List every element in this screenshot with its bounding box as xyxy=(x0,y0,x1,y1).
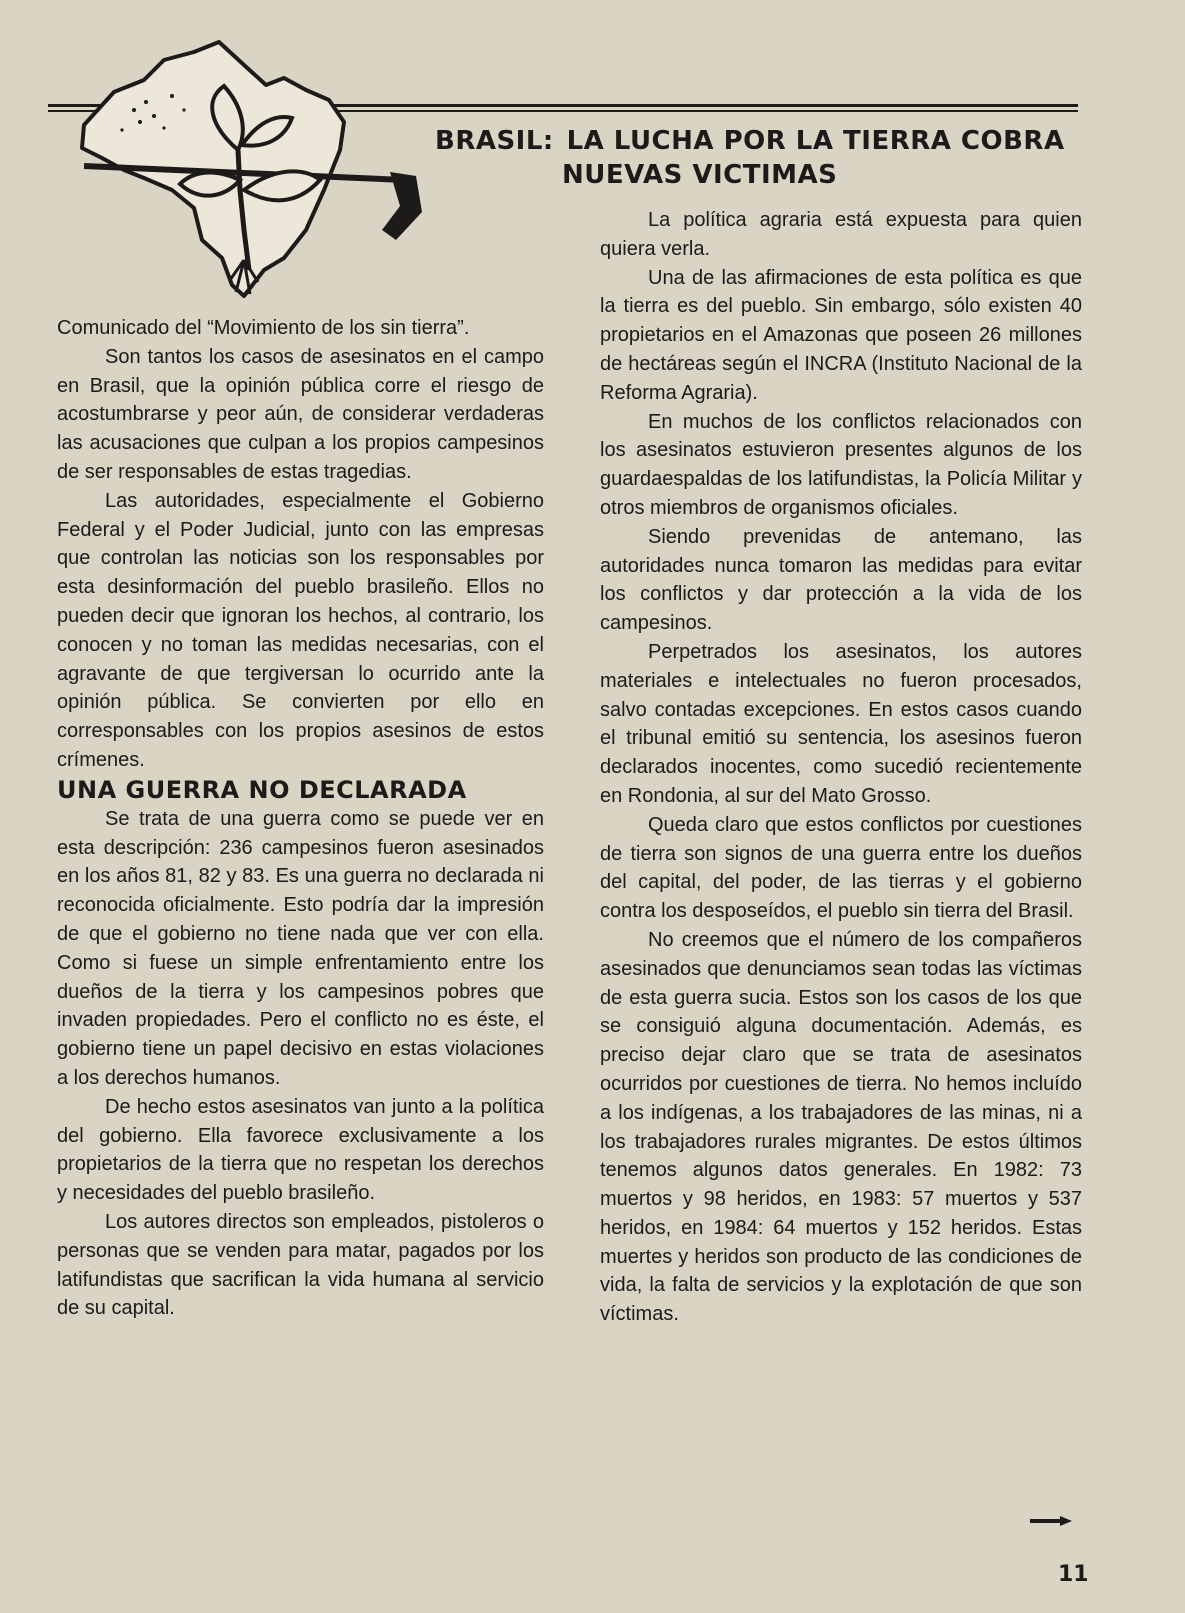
left-column xyxy=(57,314,544,1323)
intro-paragraph: Comunicado del “Movimiento de los sin tierra”. xyxy=(57,317,470,339)
paragraph: De hecho estos asesinatos van junto a la política del gobierno. Ella favorece exclusivamente a los propietarios de la tierra que no respetan los derechos y necesidades del pueblo brasileño. xyxy=(57,1095,544,1205)
paragraph: En muchos de los conflictos relacionados con los asesinatos estuvieron presentes algunos de los guardaespaldas de los latifundistas, la Policía Militar y otros miembros de organismos oficiales. xyxy=(600,410,1082,519)
paragraph: Una de las afirmaciones de esta política es que la tierra es del pueblo. Sin embargo, sólo existen 40 propietarios en el Amazonas que poseen 26 millones de hectáreas según el INCRA (Instituto Nacional de la Reforma Agraria). xyxy=(600,266,1082,404)
paragraph: Se trata de una guerra como se puede ver en esta descripción: 236 campesinos fueron asesinados en los años 81, 82 y 83. Es una guerra no declarada ni reconocida oficialmente. Esto podría dar la impresión de que el gobierno no tiene nada que ver con ella. Como si fuese un simple enfrentamiento entre los dueños de la tierra y los campesinos pobres que invaden propiedades. Pero el conflicto no es éste, el gobierno tiene un papel decisivo en estas violaciones a los derechos humanos. xyxy=(57,807,544,1089)
paragraph: La política agraria está expuesta para quien quiera verla. xyxy=(600,209,1082,260)
continue-arrow-icon xyxy=(1030,1516,1072,1526)
right-column xyxy=(600,206,1082,1329)
section-heading: UNA GUERRA NO DECLARADA xyxy=(57,775,467,804)
title-line-1: LA LUCHA POR LA TIERRA COBRA xyxy=(566,126,1065,156)
paragraph: Perpetrados los asesinatos, los autores materiales e intelectuales no fueron procesados, salvo contadas excepciones. En estos casos cuando el tribunal emitió su sentencia, los asesinos fueron declarados inocentes, como sucedió recientemente en Rondonia, al sur del Mato Grosso. xyxy=(600,640,1082,807)
paragraph: Los autores directos son empleados, pistoleros o personas que se venden para matar, pagados por los latifundistas que sacrifican la vida humana al servicio de su capital. xyxy=(57,1210,544,1320)
paragraph: Siendo prevenidas de antemano, las autoridades nunca tomaron las medidas para evitar los conflictos y dar protección a la vida de los campesinos. xyxy=(600,525,1082,635)
page-number: 11 xyxy=(1058,1562,1089,1587)
paragraph: Las autoridades, especialmente el Gobierno Federal y el Poder Judicial, junto con las empresas que controlan las noticias son los responsables por esta desinformación del pueblo brasileño. Ellos no pueden decir que ignoran los hechos, al contrario, los conocen y no toman las medidas necesarias, con el agravante de que tergiversan lo ocurrido ante la opinión pública. Se convierten por ello en corresponsables con los propios asesinos de estos crímenes. xyxy=(57,489,544,771)
paragraph: Queda claro que estos conflictos por cuestiones de tierra son signos de una guerra entre los dueños del capital, del poder, de las tierras y el gobierno contra los desposeídos, el pueblo sin tierra del Brasil. xyxy=(600,813,1082,923)
title-line-2: NUEVAS VICTIMAS xyxy=(562,160,838,190)
paragraph: Son tantos los casos de asesinatos en el campo en Brasil, que la opinión pública corre el riesgo de acostumbrarse y peor aún, de considerar verdaderas las acusaciones que culpan a los propios campesinos de ser responsables de estas tragedias. xyxy=(57,345,544,483)
paragraph: No creemos que el número de los compañeros asesinados que denunciamos sean todas las víctimas de esta guerra sucia. Estos son los casos de los que se consiguió alguna documentación. Además, es preciso dejar claro que se trata de asesinatos ocurridos por cuestiones de tierra. No hemos incluído a los indígenas, a los trabajadores de las minas, ni a los trabajadores rurales migrantes. De estos últimos tenemos algunos datos generales. En 1982: 73 muertos y 98 heridos, en 1983: 57 muertos y 537 heridos, en 1984: 64 muertos y 152 heridos. Estas muertes y heridos son producto de las condiciones de vida, la falta de servicios y la explotación de que son víctimas. xyxy=(600,928,1082,1326)
title-kicker: BRASIL: xyxy=(435,126,554,156)
article-title xyxy=(435,124,1075,192)
brazil-map-plant-hoe-icon xyxy=(44,30,444,300)
